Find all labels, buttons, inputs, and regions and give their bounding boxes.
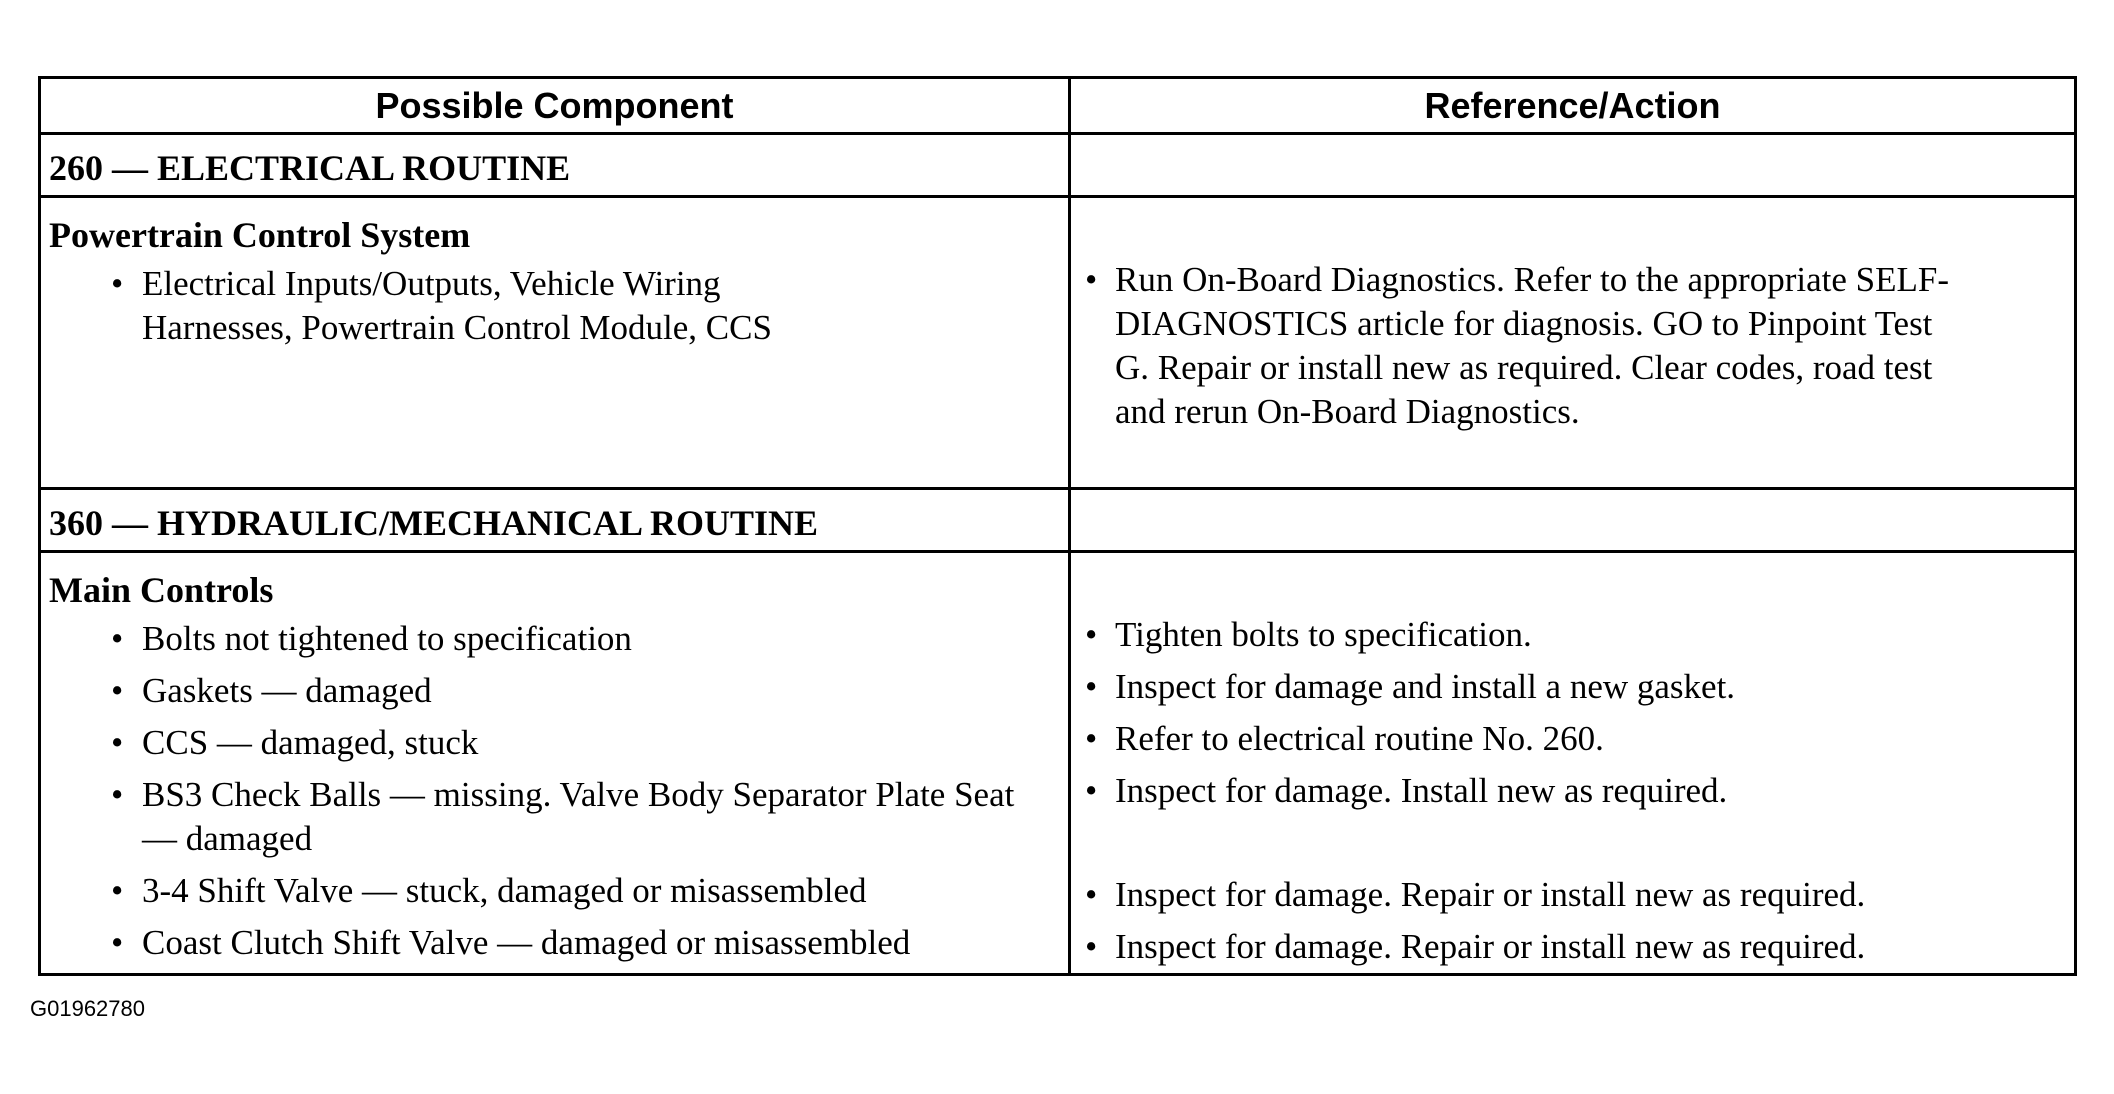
action-item: • Inspect for damage and install a new gasket. — [1085, 665, 2074, 709]
header-possible-component: Possible Component — [41, 79, 1071, 132]
action-list — [1085, 258, 2074, 434]
component-item: • 3-4 Shift Valve — stuck, damaged or misassembled — [49, 869, 1068, 913]
component-cell — [41, 553, 1071, 976]
action-item: • Tighten bolts to specification. — [1085, 613, 2074, 657]
component-item: • Bolts not tightened to specification — [49, 617, 1068, 661]
component-list — [49, 617, 1068, 965]
component-item: • Coast Clutch Shift Valve — damaged or misassembled — [49, 921, 1068, 965]
component-list — [49, 262, 1068, 350]
action-item: • Inspect for damage. Repair or install new as required. — [1085, 873, 2074, 917]
action-item: • Inspect for damage. Install new as required. — [1085, 769, 2074, 813]
component-item: • CCS — damaged, stuck — [49, 721, 1068, 765]
component-item: • BS3 Check Balls — missing. Valve Body Separator Plate Seat — damaged — [49, 773, 1022, 861]
table-header-row — [41, 79, 2074, 135]
component-item: • Electrical Inputs/Outputs, Vehicle Wiring Harnesses, Powertrain Control Module, CCS — [49, 262, 792, 350]
section-title-electrical: 260 — ELECTRICAL ROUTINE — [41, 135, 1071, 195]
component-cell — [41, 198, 1071, 487]
header-reference-action: Reference/Action — [1424, 84, 1721, 126]
group-row-main-controls — [41, 553, 2074, 976]
section-title-hydraulic: 360 — HYDRAULIC/MECHANICAL ROUTINE — [41, 490, 1071, 550]
component-item: • Gaskets — damaged — [49, 669, 1068, 713]
action-item: • Run On-Board Diagnostics. Refer to the appropriate SELF-DIAGNOSTICS article for diagnosis. GO to Pinpoint Test G. Repair or install new as required. Clear codes, road test and rerun On-Board Diagnostics. — [1085, 258, 1965, 434]
section-empty-cell — [1071, 490, 2074, 550]
action-cell — [1071, 198, 2074, 487]
section-row-electrical — [41, 135, 2074, 198]
section-row-hydraulic — [41, 490, 2074, 553]
action-item: • Inspect for damage. Repair or install new as required. — [1085, 925, 2074, 969]
figure-id: G01962780 — [30, 996, 145, 1021]
group-row-powertrain — [41, 198, 2074, 490]
action-item: • Refer to electrical routine No. 260. — [1085, 717, 2074, 761]
action-list — [1085, 613, 2074, 969]
group-title-powertrain: Powertrain Control System — [49, 215, 471, 255]
group-title-main-controls: Main Controls — [49, 570, 274, 610]
diagnosis-table — [38, 76, 2077, 976]
section-empty-cell — [1071, 135, 2074, 195]
action-cell — [1071, 553, 2074, 976]
